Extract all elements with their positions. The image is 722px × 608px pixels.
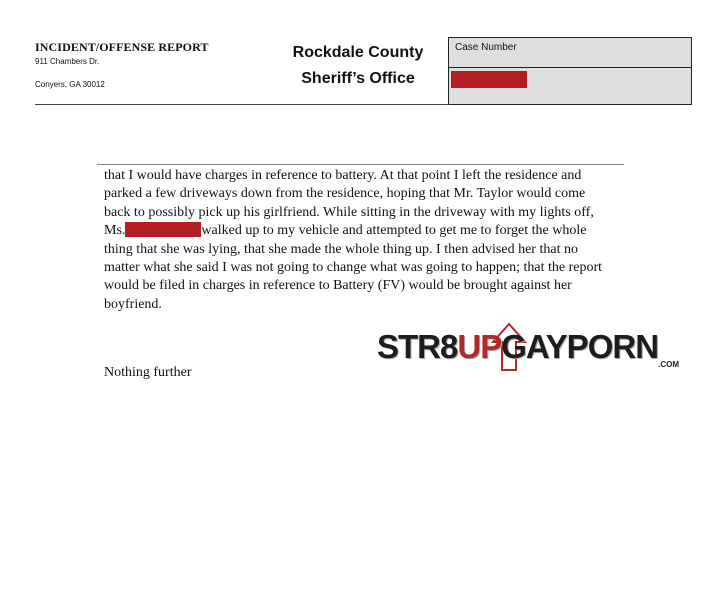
narrative-line: parked a few driveways down from the residence, hoping that Mr. Taylor would come [104,186,586,202]
header-rule [35,104,449,105]
narrative-line: matter what she said I was not going to change what was going to happen; that the report [104,260,603,276]
narrative-line: would be filed in charges in reference to Battery (FV) would be brought against her [104,278,572,294]
narrative-line: that I would have charges in reference to battery. At that point I left the residence and [104,168,582,183]
narrative-line-suffix: walked up to my vehicle and attempted to get me to forget the whole [201,223,587,239]
narrative-line: back to possibly pick up his girlfriend. While sitting in the driveway with my lights off, [104,204,594,220]
narrative-line-prefix: Ms. [104,223,126,239]
office-city: Conyers, GA 30012 [35,80,105,89]
narrative-line: boyfriend. [104,296,162,312]
narrative-line [104,222,624,240]
case-number-label: Case Number [455,42,517,53]
case-box-divider [449,67,691,68]
watermark-logo [377,322,687,374]
name-redaction [125,222,201,237]
case-number-box [448,37,692,105]
case-number-redaction [451,71,527,88]
narrative-top-rule [97,164,624,165]
closing-statement: Nothing further [104,365,192,380]
agency-line-1: Rockdale County [292,44,424,61]
narrative-paragraph [104,167,624,314]
watermark-part-3: GAYPORN [501,328,659,365]
watermark-part-1: STR8 [377,328,458,365]
report-header-left [35,40,209,66]
watermark-suffix: .COM [658,360,679,369]
report-title: INCIDENT/OFFENSE REPORT [35,40,209,54]
agency-line-2: Sheriff’s Office [301,70,415,87]
watermark-part-2: UP [457,328,502,365]
watermark-text [377,328,658,366]
agency-name [272,40,444,92]
narrative-line: thing that she was lying, that she made the whole thing up. I then advised her that no [104,241,578,257]
office-address: 911 Chambers Dr. [35,57,100,66]
